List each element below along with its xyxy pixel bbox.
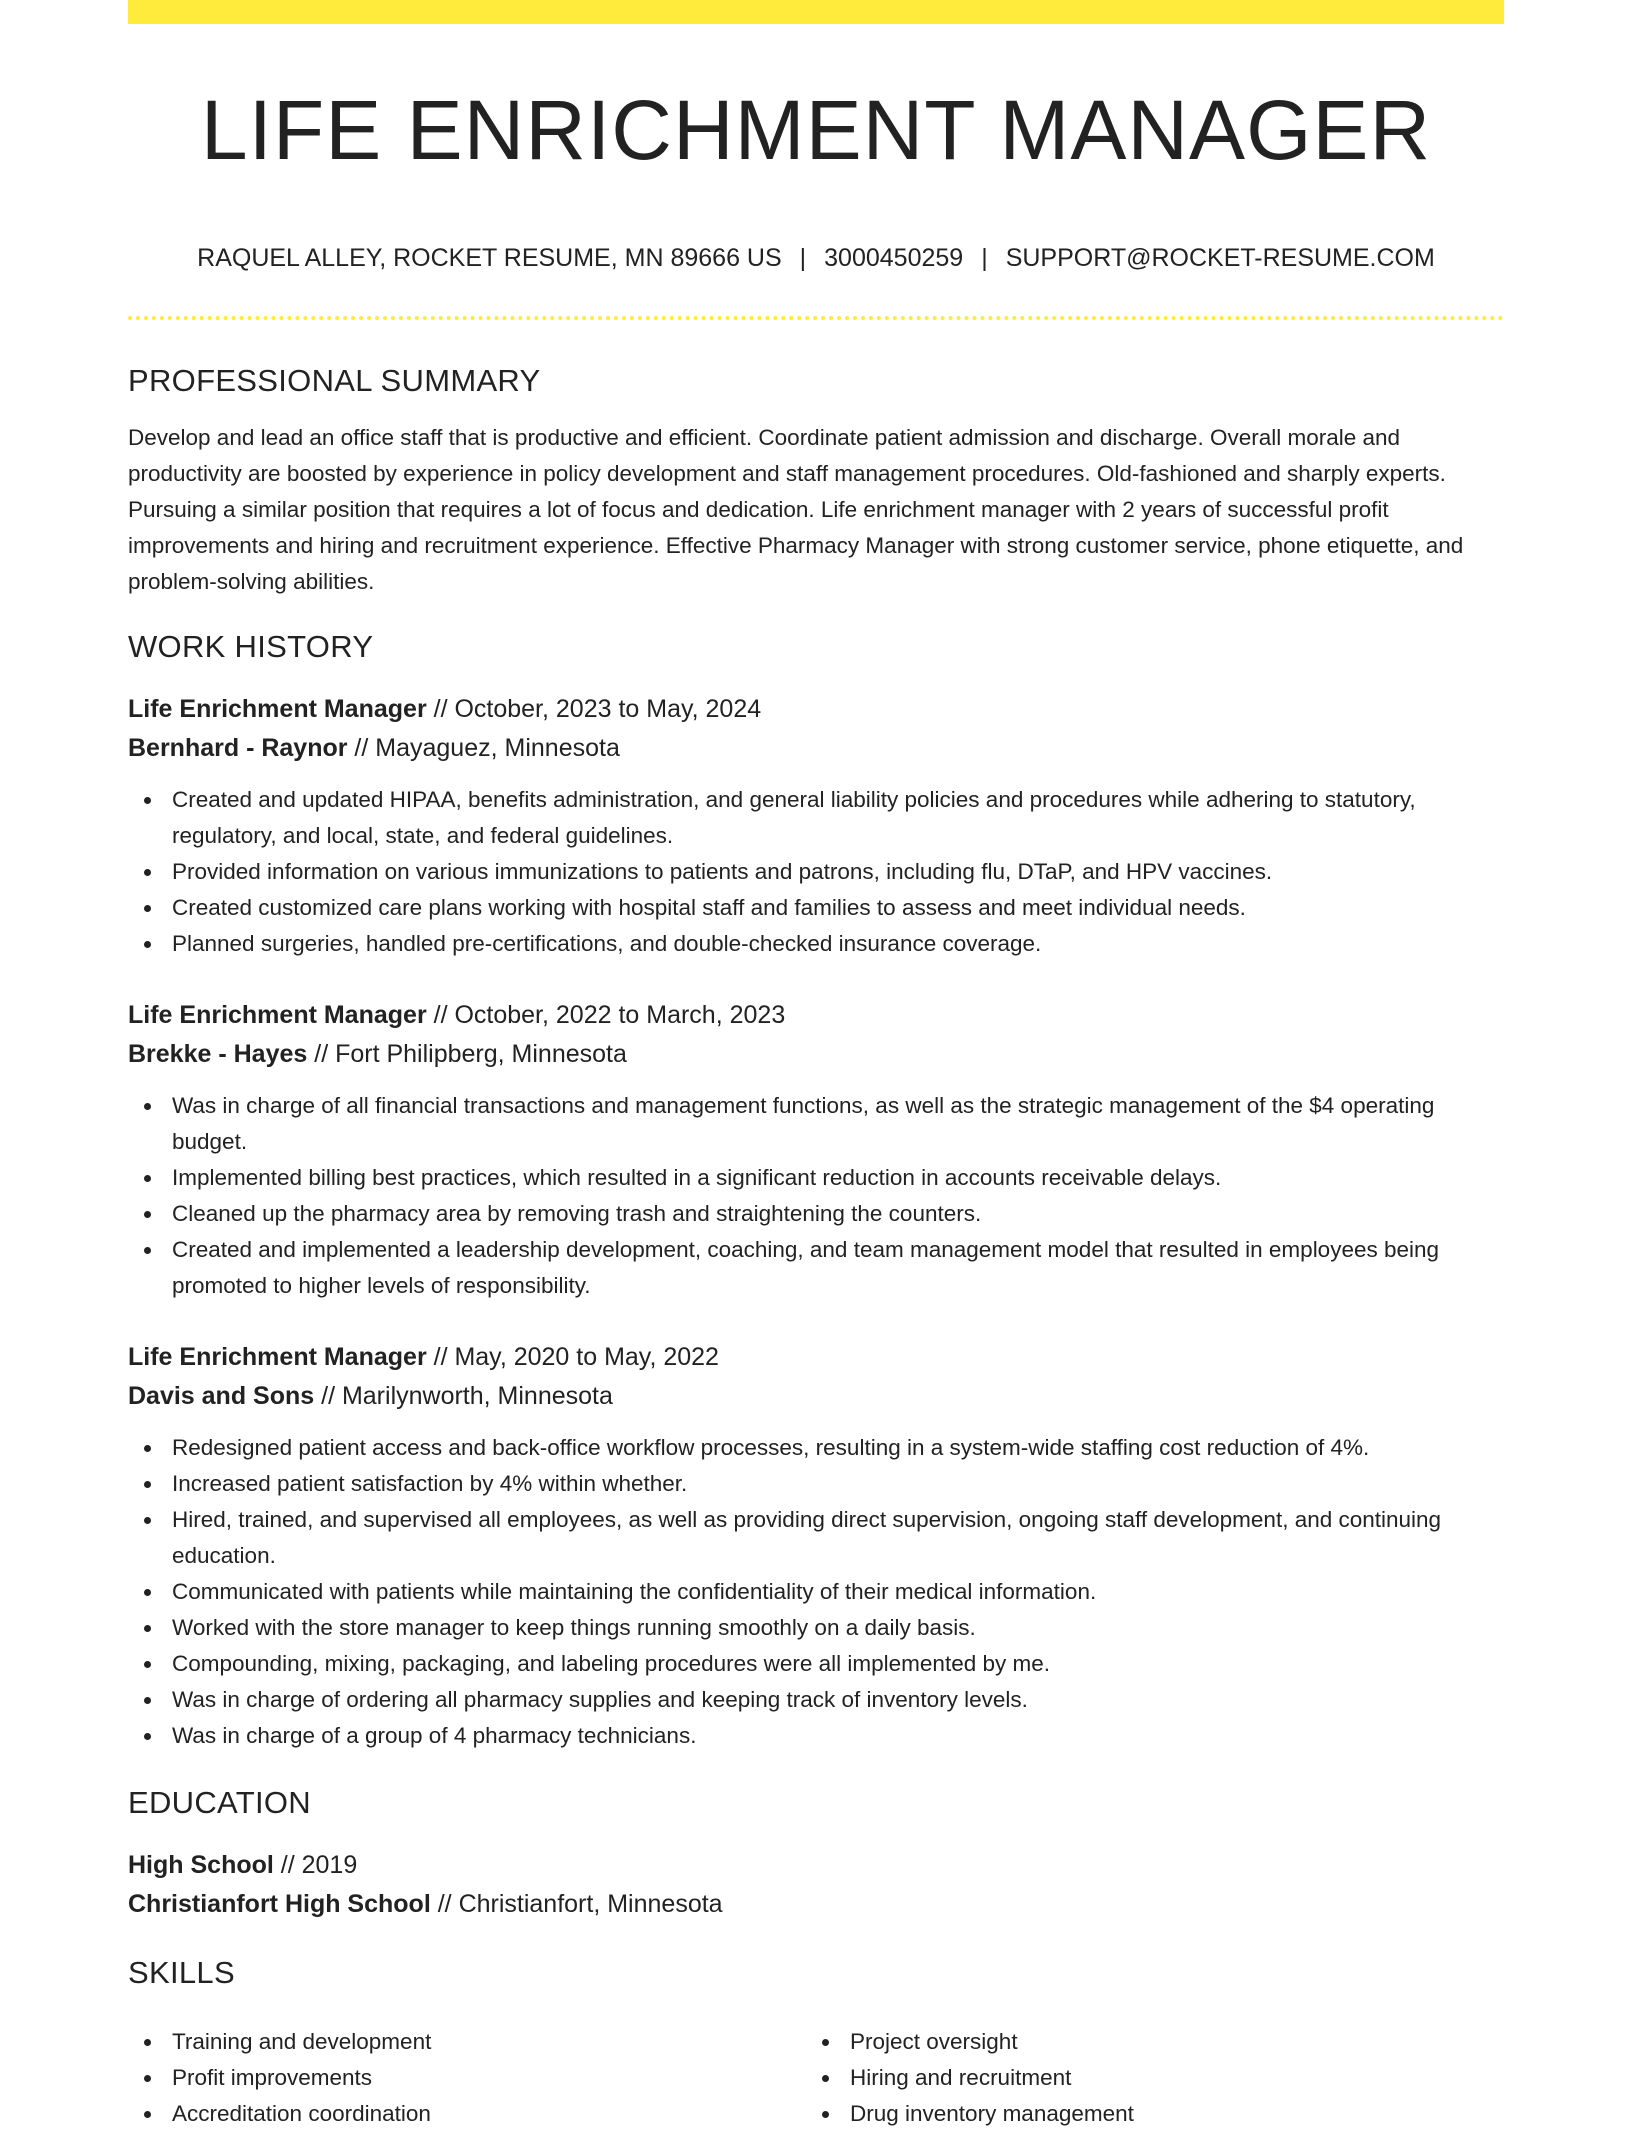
education-heading: EDUCATION — [128, 1785, 311, 1820]
job-title: Life Enrichment Manager — [128, 1001, 427, 1029]
education-school-line — [128, 1885, 1504, 1924]
dotted-divider — [128, 316, 1504, 320]
job-bullet: Compounding, mixing, packaging, and labeling procedures were all implemented by me. — [128, 1646, 1504, 1682]
education-degree-line — [128, 1846, 1504, 1885]
job-bullet: Created and implemented a leadership development, coaching, and team management model that resulted in employees being promoted to higher levels of responsibility. — [128, 1232, 1504, 1304]
job-title-line — [128, 690, 1504, 729]
job-company: Bernhard - Raynor — [128, 734, 348, 762]
summary-heading: PROFESSIONAL SUMMARY — [128, 363, 541, 398]
skills-heading: SKILLS — [128, 1955, 235, 1990]
job-dates: // October, 2023 to May, 2024 — [426, 695, 762, 723]
job-bullet: Communicated with patients while maintaining the confidentiality of their medical information. — [128, 1574, 1504, 1610]
skill-item: Profit improvements — [128, 2060, 806, 2096]
education-school: Christianfort High School — [128, 1890, 431, 1918]
resume-title: LIFE ENRICHMENT MANAGER — [200, 83, 1432, 177]
skill-item: Project oversight — [806, 2024, 1484, 2060]
job-bullet: Redesigned patient access and back-office workflow processes, resulting in a system-wide staffing cost reduction of 4%. — [128, 1430, 1504, 1466]
skill-item: Training and development — [128, 2024, 806, 2060]
job-title-line — [128, 996, 1504, 1035]
summary-text: Develop and lead an office staff that is productive and efficient. Coordinate patient admission and discharge. Overall morale and productivity are boosted by experience in policy development and staff management procedures. Old-fashioned and sharply experts. Pursuing a similar position that requires a lot of focus and dedication. Life enrichment manager with 2 years of successful profit improvements and hiring and recruitment experience. Effective Pharmacy Manager with strong customer service, phone etiquette, and problem-solving abilities. — [128, 425, 1464, 594]
job-bullet: Was in charge of ordering all pharmacy supplies and keeping track of inventory levels. — [128, 1682, 1504, 1718]
accent-top-bar — [128, 0, 1504, 24]
job-bullet: Created and updated HIPAA, benefits administration, and general liability policies and procedures while adhering to statutory, regulatory, and local, state, and federal guidelines. — [128, 782, 1504, 854]
job-company-line — [128, 729, 1504, 768]
job-bullet: Worked with the store manager to keep things running smoothly on a daily basis. — [128, 1610, 1504, 1646]
education-year: // 2019 — [273, 1851, 358, 1879]
contact-separator: | — [799, 244, 807, 272]
education-entry — [128, 1846, 1504, 1924]
resume-content — [128, 24, 1504, 2132]
job-location: // Marilynworth, Minnesota — [314, 1382, 613, 1410]
contact-phone: 3000450259 — [824, 244, 964, 272]
job-bullet: Cleaned up the pharmacy area by removing trash and straightening the counters. — [128, 1196, 1504, 1232]
education-degree: High School — [128, 1851, 274, 1879]
job-bullet: Was in charge of a group of 4 pharmacy technicians. — [128, 1718, 1504, 1754]
job-title: Life Enrichment Manager — [128, 695, 427, 723]
job-title: Life Enrichment Manager — [128, 1343, 427, 1371]
skills-columns — [128, 2010, 1504, 2132]
skill-item: Drug inventory management — [806, 2096, 1484, 2132]
job-company: Brekke - Hayes — [128, 1040, 308, 1068]
skill-item: Accreditation coordination — [128, 2096, 806, 2132]
job-bullets — [128, 782, 1504, 962]
job-location: // Fort Philipberg, Minnesota — [307, 1040, 627, 1068]
job-bullet: Was in charge of all financial transactions and management functions, as well as the strategic management of the $4 operating budget. — [128, 1088, 1504, 1160]
job-bullet: Created customized care plans working with hospital staff and families to assess and meet individual needs. — [128, 890, 1504, 926]
job-bullet: Provided information on various immunizations to patients and patrons, including flu, DTaP, and HPV vaccines. — [128, 854, 1504, 890]
job-dates: // October, 2022 to March, 2023 — [426, 1001, 786, 1029]
job-bullet: Planned surgeries, handled pre-certifications, and double-checked insurance coverage. — [128, 926, 1504, 962]
job-location: // Mayaguez, Minnesota — [347, 734, 620, 762]
job-entry — [128, 1338, 1504, 1754]
contact-separator: | — [981, 244, 988, 272]
job-bullet: Implemented billing best practices, which resulted in a significant reduction in accounts receivable delays. — [128, 1160, 1504, 1196]
job-company: Davis and Sons — [128, 1382, 315, 1410]
work-history-heading: WORK HISTORY — [128, 629, 374, 664]
job-title-line — [128, 1338, 1504, 1377]
job-bullet: Hired, trained, and supervised all employees, as well as providing direct supervision, ongoing staff development, and continuing education. — [128, 1502, 1504, 1574]
job-bullets — [128, 1430, 1504, 1754]
skills-right-column — [806, 2024, 1484, 2132]
contact-line — [128, 242, 1504, 274]
job-bullet: Increased patient satisfaction by 4% within whether. — [128, 1466, 1504, 1502]
skill-item: Hiring and recruitment — [806, 2060, 1484, 2096]
job-entry — [128, 690, 1504, 962]
contact-email: SUPPORT@ROCKET-RESUME.COM — [1005, 244, 1435, 272]
job-dates: // May, 2020 to May, 2022 — [426, 1343, 719, 1371]
contact-address: RAQUEL ALLEY, ROCKET RESUME, MN 89666 US — [197, 244, 782, 272]
job-bullets — [128, 1088, 1504, 1304]
skills-left-column — [128, 2024, 806, 2132]
education-location: // Christianfort, Minnesota — [430, 1890, 723, 1918]
job-entry — [128, 996, 1504, 1304]
job-company-line — [128, 1377, 1504, 1416]
job-company-line — [128, 1035, 1504, 1074]
